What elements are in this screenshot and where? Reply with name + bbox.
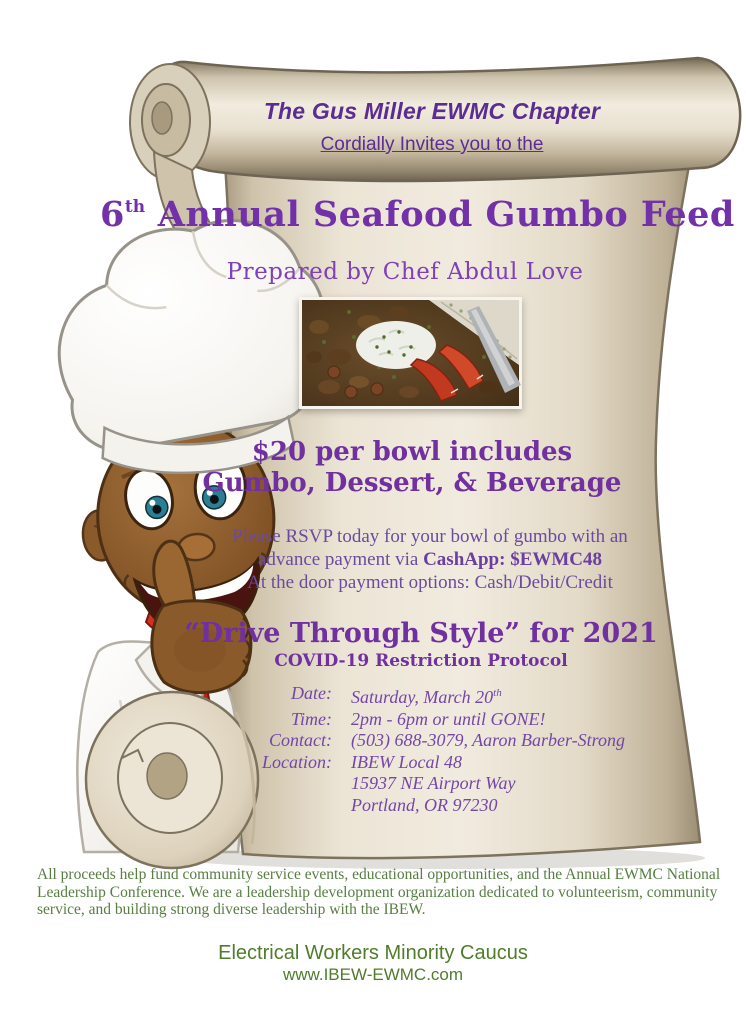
event-title-number: 6 [100, 194, 125, 235]
gumbo-photo-art [299, 297, 522, 409]
detail-row-date [226, 683, 646, 709]
chapter-title: The Gus Miller EWMC Chapter [263, 98, 601, 124]
detail-value: 2pm - 6pm or until GONE! [351, 708, 546, 729]
detail-label: Location: [262, 751, 332, 772]
gumbo-photo [299, 297, 522, 409]
detail-row-location [226, 752, 646, 774]
detail-value: Portland, OR 97230 [351, 794, 498, 815]
rsvp-line2 [150, 548, 710, 571]
proceeds-line2: Leadership Conference. We are a leadership development organization dedicated to volunteerism, community [37, 883, 718, 901]
event-title-ordinal: th [124, 197, 146, 217]
detail-value [332, 683, 502, 709]
detail-value: 15937 NE Airport Way [351, 773, 516, 793]
rsvp-block [150, 525, 710, 594]
detail-row-contact [226, 730, 646, 752]
price-block [132, 437, 692, 499]
covid-protocol-line: COVID-19 Restriction Protocol [274, 651, 568, 671]
event-title-rest: Annual Seafood Gumbo Feed [145, 194, 735, 235]
detail-row-address2 [226, 795, 646, 817]
detail-date-text: Saturday, March 20 [351, 687, 494, 707]
price-line1: $20 per bowl includes [251, 437, 573, 467]
detail-row-time [226, 709, 646, 731]
detail-date-ordinal: th [493, 687, 502, 699]
detail-label [226, 773, 332, 795]
event-details [226, 683, 646, 816]
detail-label: Date: [291, 683, 332, 703]
invite-line: Cordially Invites you to the [320, 134, 544, 155]
event-title [100, 194, 735, 235]
cashapp-handle: CashApp: $EWMC48 [423, 549, 603, 570]
price-line2: Gumbo, Dessert, & Beverage [202, 468, 622, 498]
detail-label: Contact: [269, 730, 332, 750]
proceeds-line1: All proceeds help fund community service events, educational opportunities, and the Annual EWMC National [37, 866, 721, 883]
detail-row-address1 [226, 773, 646, 795]
proceeds-paragraph [37, 866, 727, 919]
organization-url: www.IBEW-EWMC.com [282, 965, 464, 984]
proceeds-line3: service, and building strong diverse leadership with the IBEW. [37, 901, 426, 918]
rsvp-line1: Please RSVP today for your bowl of gumbo with an [232, 526, 628, 547]
rsvp-line3: At the door payment options: Cash/Debit/Credit [247, 572, 613, 593]
drive-through-title: “Drive Through Style” for 2021 [184, 618, 658, 649]
prepared-by-line: Prepared by Chef Abdul Love [226, 259, 584, 285]
detail-value: IBEW Local 48 [351, 751, 462, 772]
organization-name: Electrical Workers Minority Caucus [218, 942, 528, 964]
detail-label: Time: [290, 708, 332, 729]
detail-label [226, 795, 332, 817]
detail-value: (503) 688-3079, Aaron Barber-Strong [351, 730, 625, 750]
rsvp-line2-pre: advance payment via [257, 549, 424, 570]
